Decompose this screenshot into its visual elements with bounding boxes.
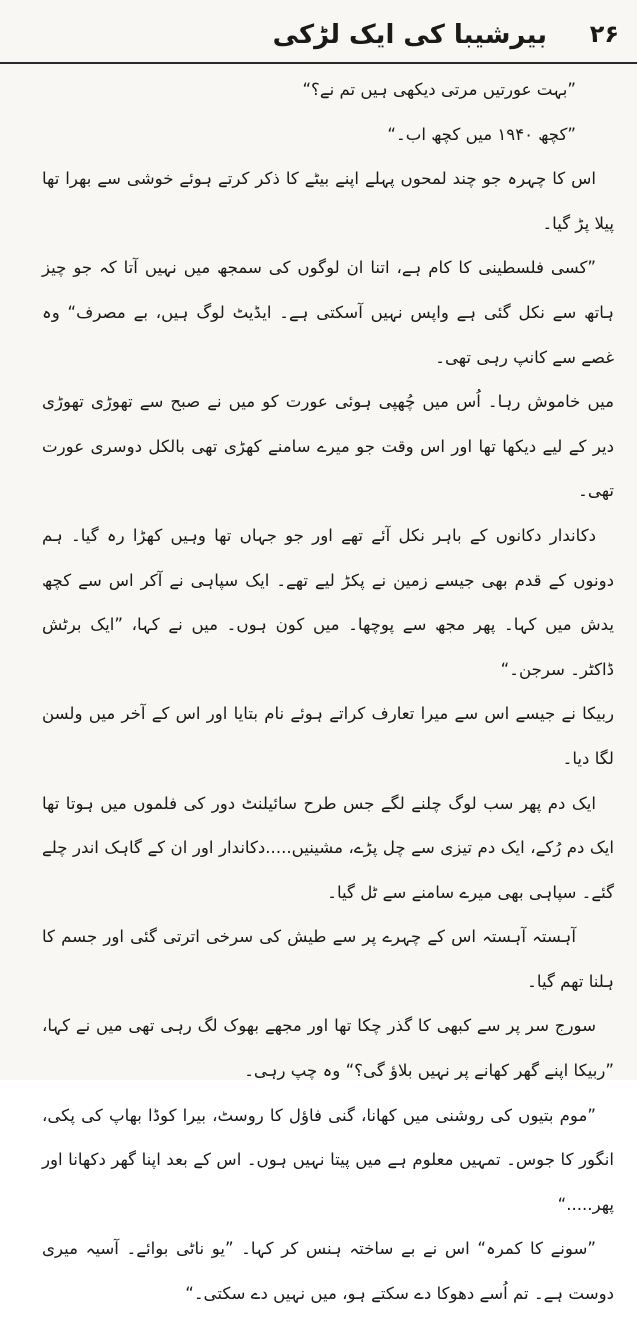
- paragraph: میں خاموش رہا۔ اُس میں چُھپی ہوئی عورت کو میں نے صبح سے تھوڑی تھوڑی دیر کے لیے دیکھا تھا اور اس وقت جو میرے سامنے کھڑی تھی بالکل دوسری عورت تھی۔: [42, 392, 614, 501]
- page-number: ۲۶: [589, 20, 619, 48]
- paragraph: دکاندار دکانوں کے باہر نکل آئے تھے اور جو جہاں تھا وہیں کھڑا رہ گیا۔ ہم دونوں کے قدم بھی جیسے زمین نے پکڑ لیے تھے۔ ایک سپاہی نے آکر اس سے کچھ یدش میں کہا۔ پھر مجھ سے پوچھا۔ میں کون ہوں۔ میں نے کہا، ”ایک برٹش ڈاکٹر۔ سرجن۔“: [42, 525, 614, 679]
- paragraph: ”سونے کا کمرہ“ اس نے بے ساختہ ہنس کر کہا۔ ”یو ناٹی بوائے۔ آسیہ میری دوست ہے۔ تم اُسے دھوکا دے سکتے ہو، میں نہیں دے سکتی۔“: [42, 1239, 614, 1304]
- paragraph: ”کچھ ۱۹۴۰ میں کچھ اب۔“: [387, 124, 576, 144]
- page-body: [42, 68, 614, 1317]
- paragraph: ربیکا نے جیسے اس سے میرا تعارف کراتے ہوئے نام بتایا اور اس کے آخر میں ولسن لگا دیا۔: [42, 704, 614, 768]
- page-header: [0, 0, 637, 64]
- paragraph: سورج سر پر سے کبھی کا گذر چکا تھا اور مجھے بھوک لگ رہی تھی میں نے کہا، ”ربیکا اپنے گھر کھانے پر نہیں بلاؤ گی؟“ وہ چپ رہی۔: [42, 1016, 614, 1081]
- paragraph: ایک دم پھر سب لوگ چلنے لگے جس طرح سائیلنٹ دور کی فلموں میں ہوتا تھا ایک دم رُکے، ایک دم تیزی سے چل پڑے، مشینیں.....دکاندار اور ان کے گاہک اندر چلے گئے۔ سپاہی بھی میرے سامنے سے ٹل گیا۔: [42, 793, 614, 902]
- paragraph: آہستہ آہستہ اس کے چہرے پر سے طیش کی سرخی اترتی گئی اور جسم کا ہلنا تھم گیا۔: [42, 927, 614, 991]
- paragraph: ”کسی فلسطینی کا کام ہے، اتنا ان لوگوں کی سمجھ میں نہیں آتا کہ جو چیز ہاتھ سے نکل گئی ہے واپس نہیں آسکتی ہے۔ ایڈیٹ لوگ ہیں، بے مصرف“ وہ غصے سے کانپ رہی تھی۔: [42, 258, 614, 367]
- chapter-title: بیرشیبا کی ایک لڑکی: [272, 20, 547, 50]
- paragraph: اس کا چہرہ جو چند لمحوں پہلے اپنے بیٹے کا ذکر کرتے ہوئے خوشی سے بھرا تھا پیلا پڑ گیا۔: [42, 169, 614, 233]
- paragraph: ”موم بتیوں کی روشنی میں کھانا، گنی فاؤل کا روسٹ، بیرا کوڈا بھاپ کی پکی، انگور کا جوس۔ تمہیں معلوم ہے میں پیتا نہیں ہوں۔ اس کے بعد اپنا گھر دکھانا اور پھر.....“: [42, 1105, 614, 1214]
- paragraph: ”بہت عورتیں مرتی دیکھی ہیں تم نے؟“: [302, 80, 576, 99]
